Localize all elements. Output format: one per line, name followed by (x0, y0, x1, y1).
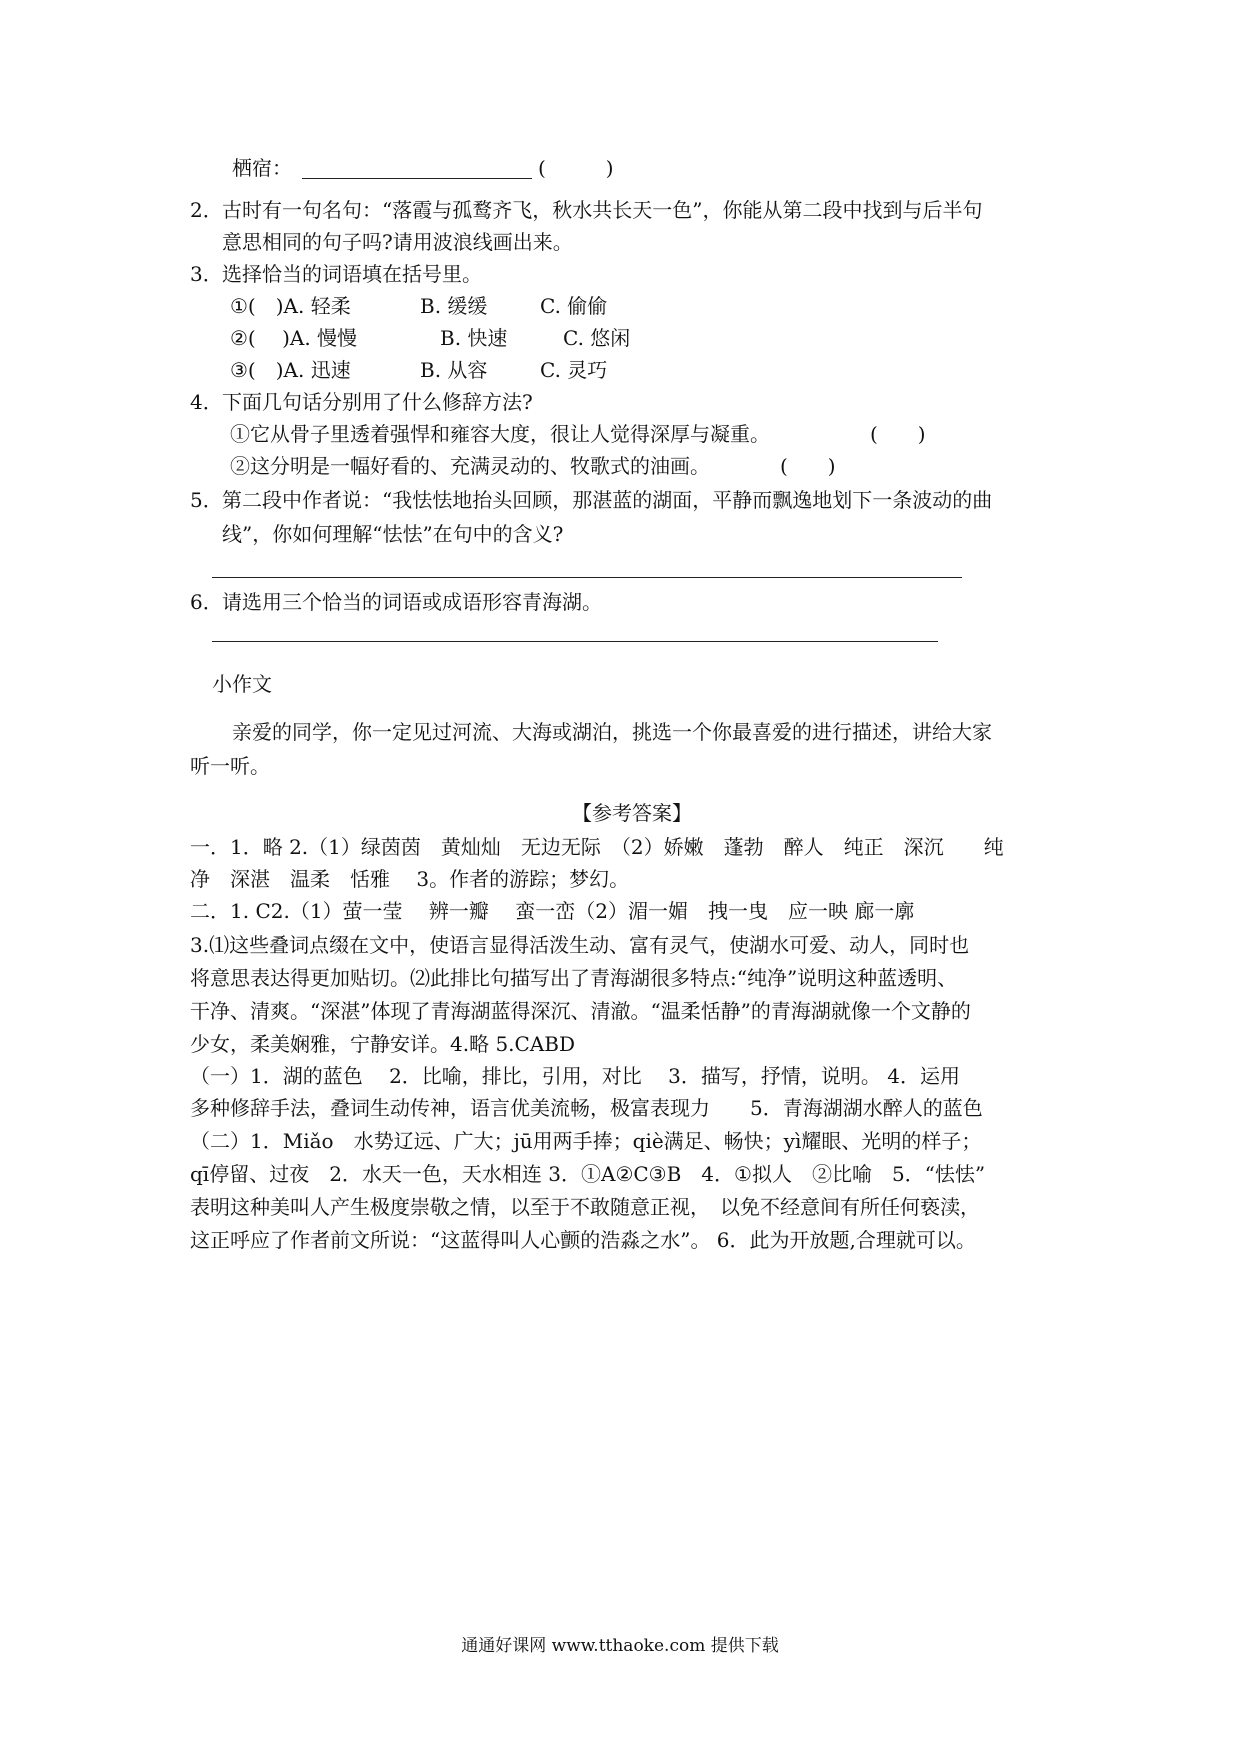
q3-row1-a: ①( )A. 轻柔 (230, 294, 351, 318)
answer-line: 这正呼应了作者前文所说：“这蓝得叫人心颤的浩淼之水”。 6．此为开放题,合理就可以。 (190, 1228, 976, 1252)
q3-row2-c: C. 悠闲 (563, 326, 631, 350)
q5-answer-line[interactable] (212, 577, 962, 578)
answer-line: （二）1．Miǎo 水势辽远、广大；jū用两手捧；qiè满足、畅快；yì耀眼、光明的样子； (190, 1129, 982, 1153)
answer-line: 干净、清爽。“深湛”体现了青海湖蓝得深沉、清澈。“温柔恬静”的青海湖就像一个文静的 (190, 999, 971, 1023)
answer-line: 表明这种美叫人产生极度崇敬之情，以至于不敢随意正视， 以免不经意间有所任何亵渎， (190, 1195, 980, 1219)
answer-line: 少女，柔美娴雅，宁静安详。4.略 5.CABD (190, 1032, 575, 1056)
q3-row3-c: C. 灵巧 (540, 358, 608, 382)
q2-text-line2: 意思相同的句子吗?请用波浪线画出来。 (222, 230, 573, 254)
footer-credit: 通通好课网 www.tthaoke.com 提供下载 (461, 1636, 779, 1656)
composition-title: 小作文 (212, 672, 272, 696)
q4-item1-text: ①它从骨子里透着强悍和雍容大度，很让人觉得深厚与凝重。 (230, 422, 770, 446)
answer-line: 一．1．略 2.（1）绿茵茵 黄灿灿 无边无际 （2）娇嫩 蓬勃 醉人 纯正 深沉 纯 (190, 835, 1004, 859)
q4-item2-text: ②这分明是一幅好看的、充满灵动的、牧歌式的油画。 (230, 454, 710, 478)
q3-number: 3． (190, 262, 223, 286)
q3-row1-c: C. 偷偷 (540, 294, 608, 318)
answer-line: 3.⑴这些叠词点缀在文中，使语言显得活泼生动、富有灵气，使湖水可爱、动人，同时也 (190, 933, 970, 957)
answer-line: 多种修辞手法，叠词生动传神，语言优美流畅，极富表现力 5．青海湖湖水醉人的蓝色 (190, 1096, 983, 1120)
q2-number: 2． (190, 198, 223, 222)
q3-row3-b: B. 从容 (420, 358, 488, 382)
answer-line: （一）1．湖的蓝色 2．比喻，排比，引用，对比 3．描写，抒情，说明。 4．运用 (190, 1064, 960, 1088)
q6-number: 6． (190, 590, 223, 614)
answers-heading: 【参考答案】 (572, 801, 692, 825)
q3-row2-b: B. 快速 (440, 326, 508, 350)
q6-stem: 请选用三个恰当的词语或成语形容青海湖。 (222, 590, 602, 614)
q5-text-line1: 第二段中作者说：“我怯怯地抬头回顾，那湛蓝的湖面，平静而飘逸地划下一条波动的曲 (222, 488, 993, 512)
composition-line2: 听一听。 (190, 754, 270, 778)
q5-text-line2: 线”，你如何理解“怯怯”在句中的含义? (222, 522, 564, 546)
composition-line1: 亲爱的同学，你一定见过河流、大海或湖泊，挑选一个你最喜爱的进行描述，讲给大家 (232, 720, 992, 744)
item-qisu-paren: ( ) (538, 156, 614, 180)
q4-item1-paren: ( ) (870, 422, 926, 446)
q3-row3-a: ③( )A. 迅速 (230, 358, 351, 382)
answer-line: 二．1. C2.（1）萤一莹 辨一瓣 蛮一峦（2）湄一媚 拽一曳 应一映 廊一廓 (190, 899, 915, 923)
q4-stem: 下面几句话分别用了什么修辞方法? (222, 390, 533, 414)
q4-number: 4． (190, 390, 223, 414)
q2-text-line1: 古时有一句名句：“落霞与孤鹜齐飞，秋水共长天一色”，你能从第二段中找到与后半句 (222, 198, 983, 222)
q3-row1-b: B. 缓缓 (420, 294, 488, 318)
q6-answer-line[interactable] (212, 641, 938, 642)
answer-line: qī停留、过夜 2．水天一色，天水相连 3．①A②C③B 4．①拟人 ②比喻 5．“怯怯” (190, 1162, 986, 1186)
q3-stem: 选择恰当的词语填在括号里。 (222, 262, 482, 286)
q5-number: 5． (190, 488, 223, 512)
answer-line: 将意思表达得更加贴切。⑵此排比句描写出了青海湖很多特点:“纯净”说明这种蓝透明、 (190, 966, 958, 990)
item-qisu-answer-line[interactable] (302, 178, 532, 179)
q3-row2-a: ②( )A. 慢慢 (230, 326, 358, 350)
q4-item2-paren: ( ) (780, 454, 836, 478)
answer-line: 净 深湛 温柔 恬雅 3。作者的游踪；梦幻。 (190, 867, 630, 891)
item-qisu-label: 栖宿： (232, 156, 292, 180)
